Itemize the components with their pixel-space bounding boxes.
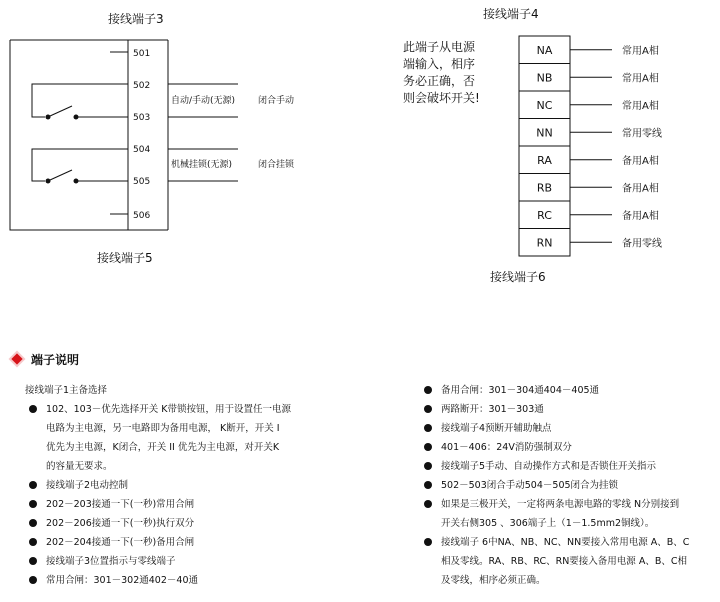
- bullet-icon: [29, 481, 37, 489]
- bullet-icon: [29, 500, 37, 508]
- list-item-text: 如果是三极开关，一定将两条电源电路的零线 N分别接到: [441, 499, 680, 510]
- phase-code: NN: [536, 126, 553, 140]
- terminal4-title: 接线端子4: [483, 7, 539, 21]
- phase-desc: 备用A相: [622, 155, 659, 167]
- bullet-icon: [424, 462, 432, 470]
- bullet-icon: [424, 481, 432, 489]
- bullet-icon: [424, 538, 432, 546]
- phase-code: RC: [537, 208, 552, 222]
- pin-502: 502: [133, 81, 151, 91]
- left-intro: 接线端子1主备选择: [25, 385, 108, 396]
- phase-code: NA: [536, 43, 553, 57]
- bullet-icon: [29, 405, 37, 413]
- phase-desc: 常用零线: [622, 128, 662, 140]
- list-item: [25, 533, 345, 552]
- list-item-text: 202－203接通一下(一秒)常用合闸: [46, 499, 195, 510]
- phase-code: NC: [536, 98, 553, 112]
- switch-auto-manual-icon: [32, 84, 128, 120]
- terminal4-note-line2: 端输入，相序: [403, 57, 476, 71]
- pin-501: 501: [133, 49, 151, 59]
- list-item: [420, 381, 720, 400]
- list-item: [420, 476, 720, 495]
- phase-code: RN: [536, 236, 553, 250]
- list-item-text: 的容量无要求。: [46, 461, 113, 472]
- phase-desc: 备用A相: [622, 210, 659, 222]
- section-header: [10, 350, 79, 368]
- list-item: [420, 419, 720, 438]
- list-item: [25, 495, 345, 514]
- right-notes-column: [420, 381, 720, 590]
- list-item-text: 接线端子2电动控制: [46, 480, 129, 491]
- pin-504: 504: [133, 145, 151, 155]
- terminal4-phase-table: [519, 36, 662, 256]
- terminal4-note-line4: 则会破坏开关!: [403, 91, 480, 105]
- list-item: [420, 457, 720, 476]
- list-item-text: 202－204接通一下(一秒)备用合闸: [46, 537, 195, 548]
- list-item-text: 开关右侧305 、306端子上（1－1.5mm2铜线）。: [441, 518, 655, 529]
- list-item-text: 两路断开：301－303通: [441, 404, 544, 415]
- bullet-icon: [424, 443, 432, 451]
- diamond-bullet-icon: [11, 353, 22, 364]
- list-item: [420, 533, 720, 590]
- phase-code: RA: [537, 153, 552, 167]
- list-item: [25, 400, 345, 476]
- pin-506: 506: [133, 211, 151, 221]
- terminal5-label: 接线端子5: [97, 251, 153, 265]
- list-item: [420, 438, 720, 457]
- list-item-text: 接线端子 6中NA、NB、NC、NN要接入常用电源 A、B、C: [441, 537, 690, 548]
- phase-desc: 常用A相: [622, 45, 659, 57]
- list-item-text: 202－206接通一下(一秒)执行双分: [46, 518, 195, 529]
- phase-code: RB: [536, 181, 553, 195]
- phase-desc: 常用A相: [622, 100, 659, 112]
- list-item-text: 接线端子3位置指示与零线端子: [46, 556, 176, 567]
- list-item: [25, 476, 345, 495]
- phase-desc: 常用A相: [622, 73, 659, 85]
- list-item: [420, 400, 720, 419]
- output-close-lock: 闭合挂锁: [258, 160, 295, 170]
- list-item-text: 102、103－优先选择开关 K带锁按钮，用于设置任一电源: [46, 404, 292, 415]
- phase-desc: 备用零线: [622, 238, 662, 250]
- list-item: [25, 514, 345, 533]
- section-title: 端子说明: [31, 352, 80, 367]
- bullet-icon: [424, 386, 432, 394]
- label-auto-manual: 自动/手动(无源): [171, 96, 236, 106]
- bullet-icon: [29, 538, 37, 546]
- list-item-text: 电路为主电源，另一电路即为备用电源， K断开，开关 I: [46, 423, 280, 434]
- pin-503: 503: [133, 113, 151, 123]
- list-item: [25, 571, 345, 590]
- list-item-text: 常用合闸：301－302通402－40通: [46, 575, 198, 586]
- terminal4-note-line1: 此端子从电源: [403, 40, 476, 54]
- list-item-text: 优先为主电源，K闭合，开关 II 优先为主电源，对开关K: [46, 442, 280, 453]
- left-notes-column: [25, 381, 345, 590]
- switch-mechanical-lock-icon: [32, 149, 128, 184]
- list-item-text: 备用合闸：301－304通404－405通: [441, 385, 600, 396]
- list-item: [25, 552, 345, 571]
- output-close-manual: 闭合手动: [258, 96, 295, 106]
- terminal3-block: [10, 40, 168, 230]
- list-item-text: 及零线，相序必须正确。: [441, 575, 546, 586]
- list-item-text: 接线端子4预断开辅助触点: [441, 423, 552, 434]
- list-item: [420, 495, 720, 533]
- list-item-text: 401－406：24V消防强制双分: [441, 442, 572, 453]
- terminal4-note-line3: 务必正确，否: [403, 74, 476, 88]
- bullet-icon: [424, 405, 432, 413]
- phase-desc: 备用A相: [622, 183, 659, 195]
- terminal3-title: 接线端子3: [108, 12, 164, 26]
- bullet-icon: [29, 576, 37, 584]
- label-mechanical-lock: 机械挂锁(无源): [171, 160, 233, 170]
- bullet-icon: [424, 424, 432, 432]
- bullet-icon: [29, 519, 37, 527]
- pin-505: 505: [133, 177, 151, 187]
- terminal6-label: 接线端子6: [490, 270, 546, 284]
- list-item-text: 相及零线。RA、RB、RC、RN要接入备用电源 A、B、C相: [441, 556, 687, 567]
- phase-code: NB: [536, 71, 553, 85]
- bullet-icon: [424, 500, 432, 508]
- list-item-text: 502－503闭合手动504－505闭合为挂锁: [441, 480, 619, 491]
- list-item-text: 接线端子5手动、自动操作方式和是否锁住开关指示: [441, 461, 657, 472]
- bullet-icon: [29, 557, 37, 565]
